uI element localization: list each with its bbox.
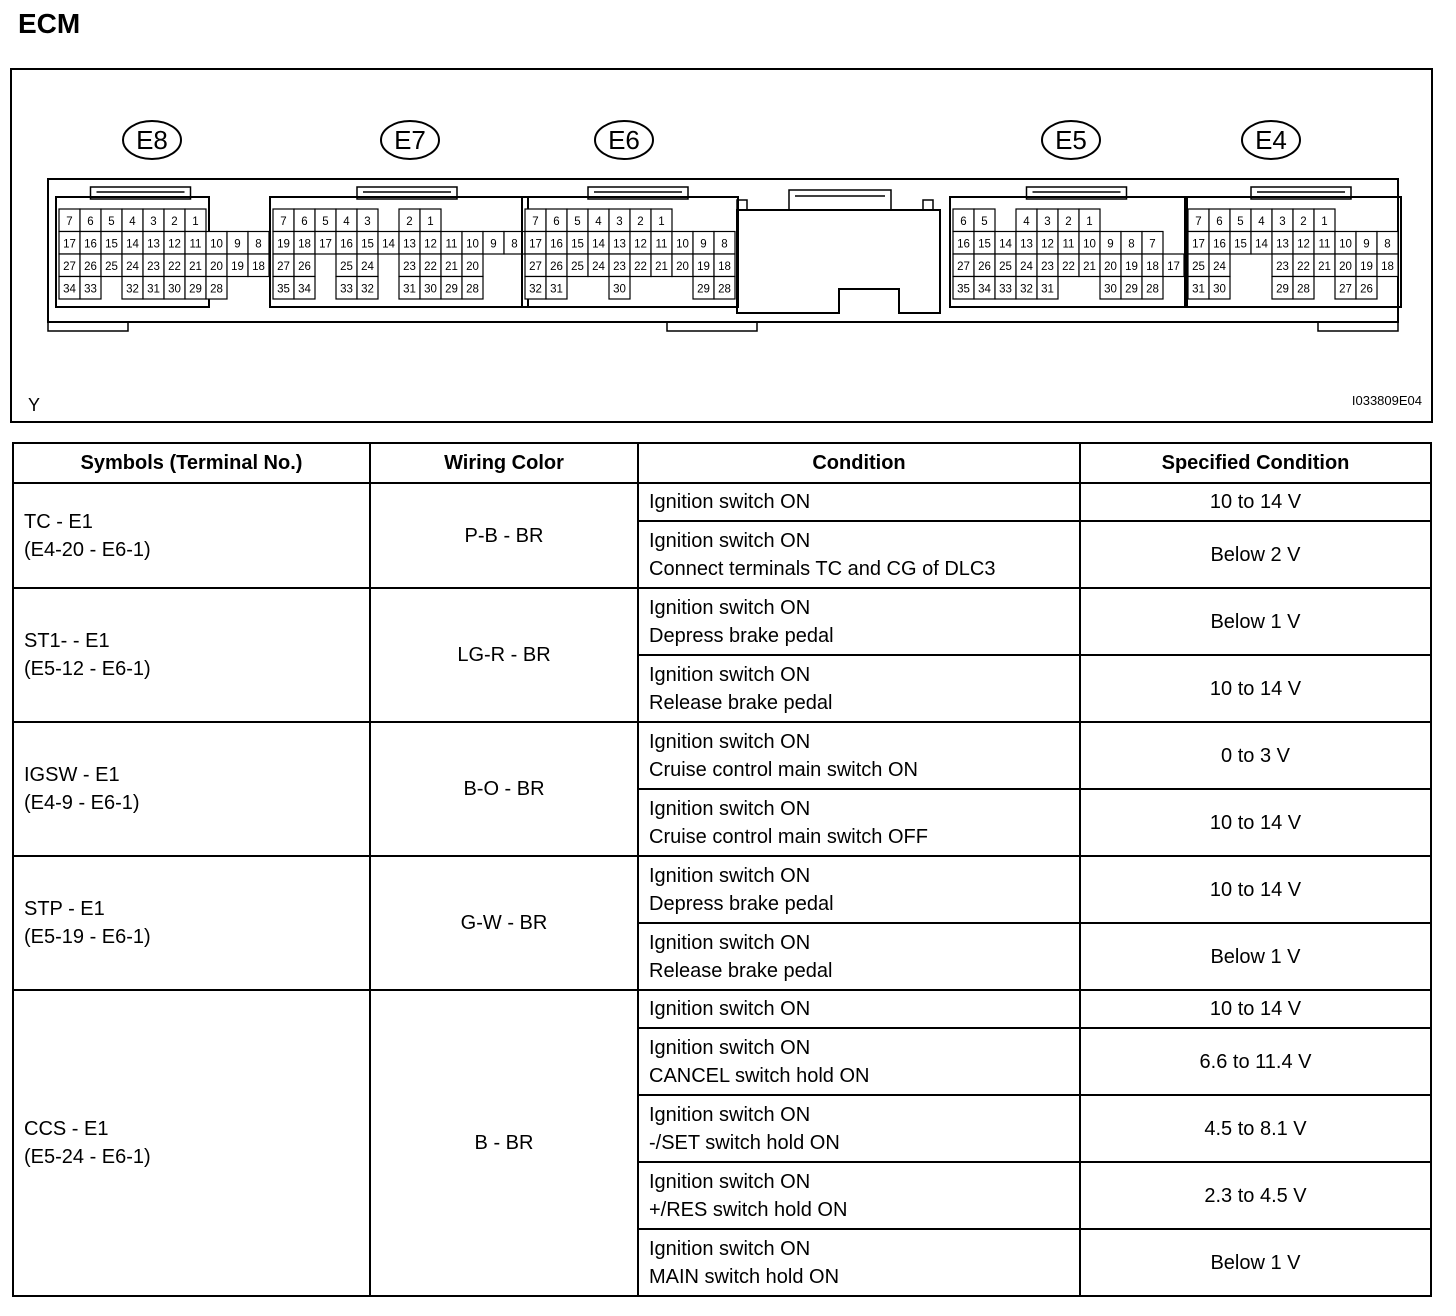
ecm-connector-diagram [10,68,1434,424]
pin-number: 14 [126,238,139,251]
pin-number: 4 [343,215,350,228]
symbol-cell [13,483,370,588]
pin-number: 18 [718,260,731,273]
header-specified-condition: Specified Condition [1080,443,1431,483]
pin-number: 29 [1276,283,1289,296]
pin-number: 23 [1276,260,1289,273]
pin-number: 4 [595,215,602,228]
header-symbols: Symbols (Terminal No.) [13,443,370,483]
pin-number: 5 [981,215,988,228]
wiring-color-cell: LG-R - BR [370,588,638,722]
header-condition: Condition [638,443,1080,483]
pin-number: 8 [255,238,262,251]
connector-label: E6 [608,125,640,155]
pin-number: 30 [424,283,437,296]
pin-number: 30 [1104,283,1117,296]
pin-number: 5 [108,215,115,228]
pin-number: 15 [1234,238,1247,251]
pin-number: 10 [466,238,479,251]
pin-number: 19 [697,260,710,273]
pin-number: 20 [676,260,689,273]
pin-number: 11 [445,238,458,251]
symbol-cell [13,722,370,856]
condition-cell [638,1162,1080,1229]
condition-cell [638,789,1080,856]
pin-number: 1 [427,215,434,228]
pin-number: 28 [210,283,223,296]
wiring-color-cell: G-W - BR [370,856,638,990]
connector-e4 [1185,121,1401,307]
pin-number: 19 [1360,260,1373,273]
pin-number: 21 [189,260,202,273]
pin-number: 30 [168,283,181,296]
pin-number: 33 [84,283,97,296]
housing-tab-left [48,322,128,331]
pin-number: 24 [1213,260,1226,273]
pin-number: 24 [126,260,139,273]
pin-number: 2 [406,215,413,228]
table-header-row [13,443,1431,483]
condition-line: Release brake pedal [649,959,833,982]
pin-number: 33 [999,283,1012,296]
pin-number: 30 [1213,283,1226,296]
pin-number: 18 [298,238,311,251]
pin-number: 28 [466,283,479,296]
pin-number: 32 [126,283,139,296]
pin-number: 12 [424,238,437,251]
pin-number: 22 [1062,260,1075,273]
specified-condition-cell: 4.5 to 8.1 V [1080,1095,1431,1162]
pin-number: 27 [63,260,76,273]
connector-label: E7 [394,125,426,155]
terminal-numbers: (E4-20 - E6-1) [24,538,151,561]
pin-number: 21 [1318,260,1331,273]
pin-number: 16 [550,238,563,251]
wiring-color-cell: B - BR [370,990,638,1296]
housing-tab-right [1318,322,1398,331]
pin-number: 27 [529,260,542,273]
pin-number: 21 [655,260,668,273]
pin-number: 3 [1044,215,1051,228]
pin-number: 23 [147,260,160,273]
connector-label: E4 [1255,125,1287,155]
pin-number: 27 [277,260,290,273]
pin-number: 31 [403,283,416,296]
pin-number: 13 [613,238,626,251]
condition-cell [638,1095,1080,1162]
specified-condition-cell: 10 to 14 V [1080,856,1431,923]
wiring-color-cell: P-B - BR [370,483,638,588]
center-pin-guide-right [923,200,933,210]
pin-number: 9 [234,238,241,251]
pin-number: 35 [957,283,970,296]
pin-number: 34 [978,283,991,296]
pin-number: 32 [1020,283,1033,296]
specified-condition-cell: Below 1 V [1080,588,1431,655]
pin-number: 16 [84,238,97,251]
pin-number: 17 [1167,260,1180,273]
pin-number: 29 [189,283,202,296]
pin-number: 11 [1062,238,1075,251]
center-latch [789,190,891,210]
condition-line: Release brake pedal [649,691,833,714]
pin-number: 4 [129,215,136,228]
pin-number: 19 [277,238,290,251]
pin-number: 11 [1318,238,1331,251]
pin-number: 17 [319,238,332,251]
pin-number: 20 [466,260,479,273]
pin-number: 18 [1146,260,1159,273]
pin-number: 30 [613,283,626,296]
pin-number: 6 [87,215,94,228]
pin-number: 27 [957,260,970,273]
pin-number: 2 [171,215,178,228]
specified-condition-cell: 10 to 14 V [1080,655,1431,722]
pin-number: 3 [616,215,623,228]
pin-number: 31 [1192,283,1205,296]
pin-number: 26 [84,260,97,273]
specified-condition-cell: 6.6 to 11.4 V [1080,1028,1431,1095]
pin-number: 4 [1258,215,1265,228]
pin-number: 17 [529,238,542,251]
condition-line: Ignition switch ON [649,730,811,753]
pin-number: 25 [571,260,584,273]
connector-diagram-svg [10,68,1434,424]
condition-line: Ignition switch ON [649,491,811,513]
pin-number: 13 [403,238,416,251]
pin-number: 10 [676,238,689,251]
pin-number: 15 [105,238,118,251]
pin-number: 7 [1149,238,1156,251]
housing-tab-middle [667,322,757,331]
condition-cell [638,1229,1080,1296]
symbol-name: CCS - E1 [24,1118,109,1140]
pin-number: 28 [1297,283,1310,296]
pin-number: 35 [277,283,290,296]
pin-number: 13 [1020,238,1033,251]
pin-number: 8 [1128,238,1135,251]
pin-number: 25 [340,260,353,273]
connector-e8 [56,121,269,307]
pin-number: 10 [210,238,223,251]
pin-number: 1 [658,215,665,228]
connectors-layer [56,121,1401,307]
pin-number: 12 [168,238,181,251]
pin-number: 20 [1339,260,1352,273]
pin-number: 1 [1086,215,1093,228]
condition-cell [638,923,1080,990]
symbol-name: STP - E1 [24,898,105,920]
center-blank-connector [737,210,940,313]
symbol-cell [13,856,370,990]
pin-number: 25 [105,260,118,273]
terminal-spec-table [12,442,1432,1297]
pin-number: 21 [445,260,458,273]
condition-line: Ignition switch ON [649,931,811,954]
specified-condition-cell: 10 to 14 V [1080,990,1431,1028]
pin-number: 27 [1339,283,1352,296]
condition-line: Ignition switch ON [649,797,811,820]
pin-number: 13 [1276,238,1289,251]
pin-number: 31 [147,283,160,296]
pin-number: 33 [340,283,353,296]
pin-number: 12 [1297,238,1310,251]
condition-line: Depress brake pedal [649,624,834,647]
pin-number: 10 [1083,238,1096,251]
pin-number: 26 [978,260,991,273]
specified-condition-cell: Below 1 V [1080,923,1431,990]
pin-number: 6 [1216,215,1223,228]
pin-number: 26 [550,260,563,273]
pin-number: 24 [361,260,374,273]
pin-number: 3 [150,215,157,228]
pin-number: 24 [1020,260,1033,273]
pin-number: 24 [592,260,605,273]
condition-line: CANCEL switch hold ON [649,1064,870,1087]
pin-number: 26 [1360,283,1373,296]
pin-number: 9 [490,238,497,251]
pin-number: 18 [1381,260,1394,273]
condition-line: Cruise control main switch ON [649,758,918,781]
condition-cell [638,722,1080,789]
condition-line: +/RES switch hold ON [649,1198,848,1221]
page-title: ECM [18,8,81,39]
pin-number: 12 [1041,238,1054,251]
condition-line: Ignition switch ON [649,529,811,552]
condition-line: Ignition switch ON [649,596,811,619]
pin-number: 4 [1023,215,1030,228]
pin-number: 23 [403,260,416,273]
pin-number: 18 [252,260,265,273]
pin-number: 19 [231,260,244,273]
condition-line: Ignition switch ON [649,1170,811,1193]
pin-number: 25 [1192,260,1205,273]
specified-condition-cell: Below 1 V [1080,1229,1431,1296]
pin-number: 13 [147,238,160,251]
condition-cell [638,655,1080,722]
table-row [13,722,1431,789]
table-row [13,990,1431,1028]
condition-line: -/SET switch hold ON [649,1131,840,1154]
table-row [13,856,1431,923]
terminal-numbers: (E4-9 - E6-1) [24,792,140,814]
pin-number: 14 [999,238,1012,251]
pin-number: 34 [63,283,76,296]
pin-number: 29 [1125,283,1138,296]
pin-number: 22 [634,260,647,273]
pin-number: 12 [634,238,647,251]
pin-number: 31 [1041,283,1054,296]
pin-number: 22 [1297,260,1310,273]
pin-number: 14 [592,238,605,251]
pin-number: 29 [697,283,710,296]
pin-number: 3 [1279,215,1286,228]
condition-line: Ignition switch ON [649,864,811,887]
specified-condition-cell: 0 to 3 V [1080,722,1431,789]
pin-number: 20 [210,260,223,273]
pin-number: 11 [189,238,202,251]
specified-condition-cell: 10 to 14 V [1080,483,1431,521]
pin-number: 23 [613,260,626,273]
pin-number: 9 [700,238,707,251]
pin-number: 22 [168,260,181,273]
symbol-name: ST1- - E1 [24,630,110,652]
symbol-cell [13,588,370,722]
wiring-color-cell: B-O - BR [370,722,638,856]
condition-line: MAIN switch hold ON [649,1265,840,1288]
pin-number: 7 [280,215,287,228]
pin-number: 2 [1065,215,1072,228]
pin-number: 5 [574,215,581,228]
pin-number: 10 [1339,238,1352,251]
terminal-numbers: (E5-12 - E6-1) [24,658,151,680]
connector-e5 [950,121,1187,307]
symbol-name: TC - E1 [24,510,93,533]
pin-number: 32 [529,283,542,296]
pin-number: 6 [960,215,967,228]
pin-number: 14 [1255,238,1268,251]
pin-number: 1 [1321,215,1328,228]
pin-number: 15 [978,238,991,251]
condition-cell [638,588,1080,655]
pin-number: 8 [1384,238,1391,251]
connector-e7 [270,121,528,307]
pin-number: 7 [66,215,73,228]
pin-number: 15 [361,238,374,251]
table-body [13,483,1431,1296]
pin-number: 14 [382,238,395,251]
specified-condition-cell: 2.3 to 4.5 V [1080,1162,1431,1229]
condition-line: Ignition switch ON [649,1237,811,1260]
pin-number: 16 [957,238,970,251]
header-wiring-color: Wiring Color [370,443,638,483]
condition-line: Ignition switch ON [649,998,811,1020]
pin-number: 28 [718,283,731,296]
pin-number: 11 [655,238,668,251]
pin-number: 8 [721,238,728,251]
symbol-name: IGSW - E1 [24,764,120,786]
connector-e6 [522,121,738,307]
condition-line: Ignition switch ON [649,1036,811,1059]
pin-number: 21 [1083,260,1096,273]
pin-number: 16 [1213,238,1226,251]
terminal-numbers: (E5-19 - E6-1) [24,926,151,948]
pin-number: 16 [340,238,353,251]
pin-number: 8 [511,238,518,251]
pin-number: 15 [571,238,584,251]
condition-line: Cruise control main switch OFF [649,825,928,848]
pin-number: 7 [532,215,539,228]
pin-number: 29 [445,283,458,296]
condition-cell [638,990,1080,1028]
condition-cell [638,483,1080,521]
pin-number: 26 [298,260,311,273]
view-letter: Y [28,395,41,415]
specified-condition-cell: 10 to 14 V [1080,789,1431,856]
pin-number: 28 [1146,283,1159,296]
symbol-cell [13,990,370,1296]
specified-condition-cell: Below 2 V [1080,521,1431,588]
pin-number: 17 [1192,238,1205,251]
pin-number: 25 [999,260,1012,273]
pin-number: 5 [322,215,329,228]
table-row [13,483,1431,521]
pin-number: 19 [1125,260,1138,273]
pin-number: 31 [550,283,563,296]
pin-number: 20 [1104,260,1117,273]
pin-number: 17 [63,238,76,251]
figure-id: I033809E04 [1351,393,1422,408]
pin-number: 32 [361,283,374,296]
pin-number: 6 [301,215,308,228]
table-row [13,588,1431,655]
pin-number: 9 [1107,238,1114,251]
condition-cell [638,1028,1080,1095]
pin-number: 23 [1041,260,1054,273]
condition-line: Ignition switch ON [649,1103,811,1126]
condition-line: Depress brake pedal [649,892,834,915]
connector-label: E8 [136,125,168,155]
pin-number: 9 [1363,238,1370,251]
pin-number: 1 [192,215,199,228]
terminal-numbers: (E5-24 - E6-1) [24,1146,151,1168]
pin-number: 34 [298,283,311,296]
condition-cell [638,521,1080,588]
pin-number: 7 [1195,215,1202,228]
connector-label: E5 [1055,125,1087,155]
pin-number: 3 [364,215,371,228]
pin-number: 2 [637,215,644,228]
pin-number: 5 [1237,215,1244,228]
condition-line: Ignition switch ON [649,663,811,686]
condition-line: Connect terminals TC and CG of DLC3 [649,557,996,580]
pin-number: 22 [424,260,437,273]
pin-number: 6 [553,215,560,228]
condition-cell [638,856,1080,923]
pin-number: 2 [1300,215,1307,228]
